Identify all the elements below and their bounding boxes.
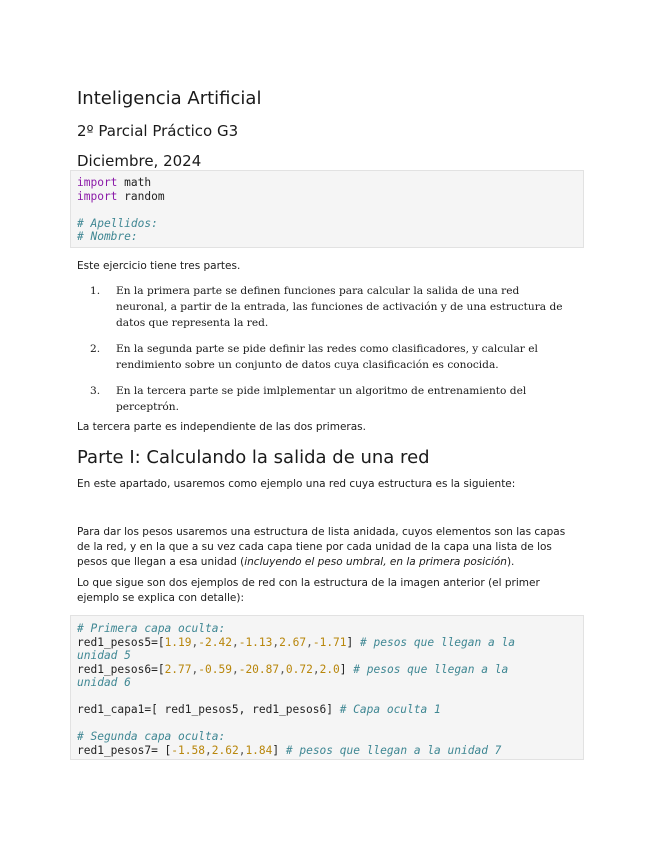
- list-text: En la segunda parte se pide definir las redes como clasificadores, y calcular el rendimiento sobre un conjunto de datos cuya clasificación es conocida.: [116, 343, 538, 371]
- code-comment: # pesos que llegan a la: [360, 635, 515, 649]
- code-comment: # Nombre:: [77, 230, 138, 243]
- examples-intro: Lo que sigue son dos ejemplos de red con la estructura de la imagen anterior (el primer ejemplo se explica con detalle):: [77, 577, 540, 604]
- code-text: ]: [346, 635, 361, 649]
- code-number: 2.67: [279, 635, 307, 649]
- list-item: [90, 341, 570, 373]
- weights-explanation: [77, 525, 577, 570]
- independence-note: La tercera parte es independiente de las dos primeras.: [77, 421, 366, 433]
- code-line: [77, 649, 577, 663]
- weights-text: Para dar los pesos usaremos una estructura de lista anidada, cuyos elementos son las capas de la red, y en la que a su vez cada capa tiene por cada unidad de la capa una lista de los pesos que llegan a esa unidad (: [77, 526, 566, 568]
- list-number: 3.: [90, 385, 101, 397]
- code-line-empty: [77, 717, 577, 731]
- list-number: 2.: [90, 343, 101, 355]
- code-text: red1_capa1=[ red1_pesos5, red1_pesos6]: [77, 703, 340, 716]
- list-text: En la tercera parte se pide imlplementar un algoritmo de entrenamiento del perceptrón.: [116, 385, 527, 413]
- code-separator: ,: [238, 743, 246, 757]
- code-line: [77, 663, 577, 677]
- code-number: 2.62: [211, 743, 239, 757]
- code-comment: # Apellidos:: [77, 216, 158, 230]
- intro-text: Este ejercicio tiene tres partes.: [77, 260, 241, 272]
- code-number: 1.19: [164, 635, 192, 649]
- code-comment: # Capa oculta 1: [339, 703, 441, 716]
- code-separator: ,: [231, 635, 239, 649]
- code-number: 1.84: [245, 743, 273, 757]
- list-item: [90, 383, 570, 415]
- list-text: En la primera parte se definen funciones para calcular la salida de una red neuronal, a partir de la entrada, las funciones de activación y de una estructura de datos que representa la red.: [116, 285, 563, 329]
- code-text: red1_pesos5=[: [77, 635, 165, 649]
- code-number: 2.0: [319, 662, 340, 676]
- code-line-empty: [77, 690, 577, 704]
- code-comment: # Primera capa oculta:: [77, 622, 226, 635]
- code-separator: ,: [204, 743, 212, 757]
- code-comment: # Segunda capa oculta:: [77, 730, 226, 743]
- code-line: [77, 176, 577, 190]
- page-date: Diciembre, 2024: [77, 152, 202, 170]
- code-line: [77, 190, 577, 204]
- code-line: [77, 703, 577, 717]
- section-intro: En este apartado, usaremos como ejemplo una red cuya estructura es la siguiente:: [77, 478, 516, 490]
- code-comment: unidad 6: [77, 676, 131, 689]
- parts-list: [90, 283, 570, 425]
- page-subtitle: 2º Parcial Práctico G3: [77, 122, 239, 140]
- code-number: -1.71: [312, 635, 347, 649]
- code-number: 0.72: [285, 662, 313, 676]
- weights-emphasis: incluyendo el peso umbral, en la primera posición: [244, 556, 507, 568]
- code-comment: unidad 5: [77, 649, 131, 662]
- code-line: [77, 676, 577, 690]
- code-line-empty: [77, 203, 577, 217]
- code-separator: ,: [279, 662, 286, 676]
- code-comment: # pesos que llegan a la unidad 7: [285, 743, 502, 757]
- code-separator: ,: [231, 662, 239, 676]
- code-keyword: import: [77, 189, 118, 203]
- code-keyword: import: [77, 176, 118, 189]
- section-heading: Parte I: Calculando la salida de una red: [77, 447, 430, 468]
- code-separator: ,: [312, 662, 320, 676]
- code-cell-imports[interactable]: [70, 170, 584, 248]
- code-text: ]: [272, 743, 286, 757]
- code-number: -20.87: [238, 662, 280, 676]
- code-line: [77, 744, 577, 758]
- code-separator: ,: [272, 635, 280, 649]
- code-cell-network[interactable]: [70, 615, 584, 760]
- code-comment: # pesos que llegan a la: [353, 662, 509, 676]
- list-item: [90, 283, 570, 331]
- code-text: red1_pesos7= [: [77, 743, 172, 757]
- code-number: -1.58: [171, 743, 205, 757]
- code-line: [77, 636, 577, 650]
- code-text: ]: [339, 662, 354, 676]
- code-number: 2.77: [164, 662, 192, 676]
- code-number: -2.42: [198, 635, 232, 649]
- code-text: math: [117, 176, 152, 189]
- code-number: -1.13: [238, 635, 273, 649]
- code-separator: ,: [191, 662, 199, 676]
- code-separator: ,: [191, 635, 199, 649]
- weights-text-end: ).: [506, 556, 515, 568]
- list-number: 1.: [90, 285, 101, 297]
- code-text: red1_pesos6=[: [77, 662, 165, 676]
- page-title: Inteligencia Artificial: [77, 88, 262, 109]
- code-separator: ,: [306, 635, 313, 649]
- code-number: -0.59: [198, 662, 232, 676]
- code-text: random: [117, 189, 165, 203]
